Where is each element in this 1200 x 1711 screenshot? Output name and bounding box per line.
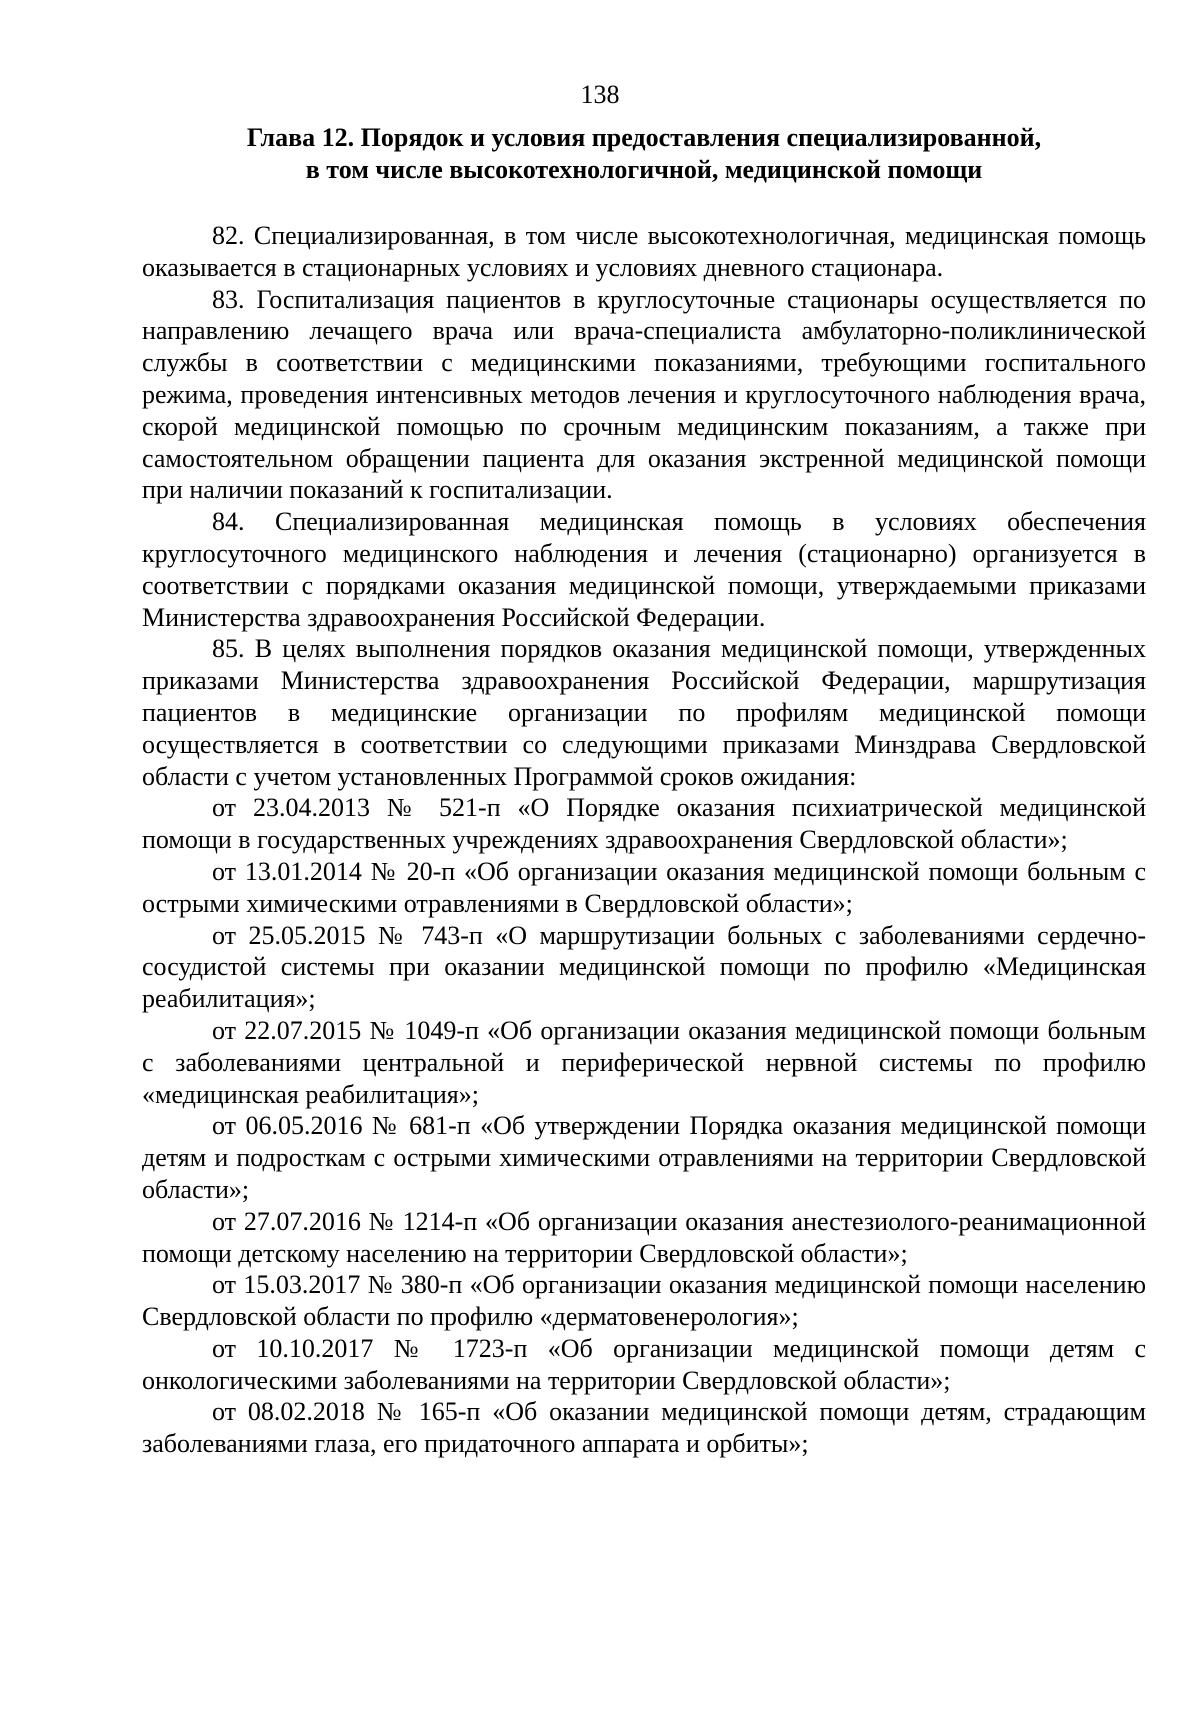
chapter-title-line-2: в том числе высокотехнологичной, медицинской помощи <box>305 155 983 184</box>
order-item: от 25.05.2015 № 743-п «О маршрутизации больных с заболеваниями сердечно-сосудистой системы при оказании медицинской помощи по профилю «Медицинская реабилитация»; <box>142 920 1146 1014</box>
paragraph-85: 85. В целях выполнения порядков оказания медицинской помощи, утвержденных приказами Министерства здравоохранения Российской Федерации, маршрутизация пациентов в медицинские организации по профилям медицинской помощи осуществляется в соответствии со следующими приказами Минздрава Свердловской области с учетом установленных Программой сроков ожидания: <box>142 634 1146 791</box>
paragraph-83: 83. Госпитализация пациентов в круглосуточные стационары осуществляется по направлению лечащего врача или врача-специалиста амбулаторно-поликлинической службы в соответствии с медицинскими показаниями, требующими госпитального режима, проведения интенсивных методов лечения и круглосуточного наблюдения врача, скорой медицинской помощью по срочным медицинским показаниям, а также при самостоятельном обращении пациента для оказания экстренной медицинской помощи при наличии показаний к госпитализации. <box>142 284 1146 505</box>
page-number: 138 <box>580 80 620 109</box>
order-item: от 27.07.2016 № 1214-п «Об организации оказания анестезиолого-реанимационной помощи детскому населению на территории Свердловской области»; <box>142 1206 1146 1268</box>
order-item: от 13.01.2014 № 20-п «Об организации оказания медицинской помощи больным с острыми химическими отравлениями в Свердловской области»; <box>142 856 1146 918</box>
order-item: от 15.03.2017 № 380-п «Об организации оказания медицинской помощи населению Свердловской области по профилю «дерматовенерология»; <box>142 1270 1146 1332</box>
order-item: от 08.02.2018 № 165-п «Об оказании медицинской помощи детям, страдающим заболеваниями глаза, его придаточного аппарата и орбиты»; <box>142 1397 1146 1459</box>
chapter-title-line-1: Глава 12. Порядок и условия предоставления специализированной, <box>246 123 1042 152</box>
chapter-title <box>142 122 1146 186</box>
paragraph-82: 82. Специализированная, в том числе высокотехнологичная, медицинская помощь оказывается в стационарных условиях и условиях дневного стационара. <box>142 221 1146 282</box>
order-item: от 06.05.2016 № 681-п «Об утверждении Порядка оказания медицинской помощи детям и подросткам с острыми химическими отравлениями на территории Свердловской области»; <box>142 1111 1146 1204</box>
order-item: от 23.04.2013 № 521-п «О Порядке оказания психиатрической медицинской помощи в государственных учреждениях здравоохранения Свердловской области»; <box>142 793 1146 855</box>
order-item: от 22.07.2015 № 1049-п «Об организации оказания медицинской помощи больным с заболеваниями центральной и периферической нервной системы по профилю «медицинская реабилитация»; <box>142 1015 1146 1109</box>
document-body <box>142 220 1146 1460</box>
paragraph-84: 84. Специализированная медицинская помощь в условиях обеспечения круглосуточного медицинского наблюдения и лечения (стационарно) организуется в соответствии с порядками оказания медицинской помощи, утверждаемыми приказами Министерства здравоохранения Российской Федерации. <box>142 507 1146 632</box>
order-item: от 10.10.2017 № 1723-п «Об организации медицинской помощи детям с онкологическими заболеваниями на территории Свердловской области»; <box>142 1333 1146 1395</box>
